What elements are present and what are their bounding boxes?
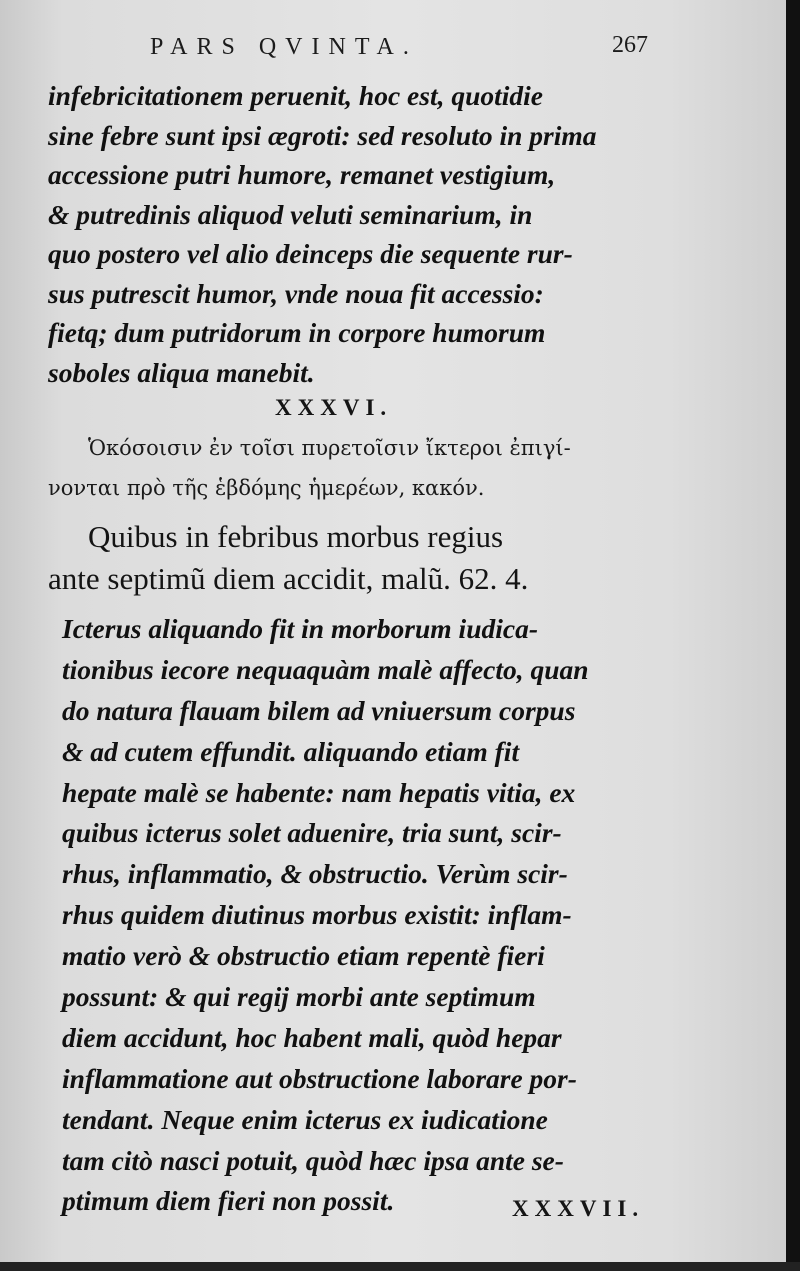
text-line: infebricitationem peruenit, hoc est, quotidie	[48, 80, 543, 111]
text-line: quo postero vel alio deinceps die sequente rur-	[48, 238, 573, 269]
aphorism-37-heading: XXXVII.	[512, 1196, 645, 1221]
page-number: 267	[612, 32, 648, 58]
aphorism-36-greek	[48, 428, 571, 508]
text-line: rhus, inflammatio, & obstructio. Verùm scir-	[62, 858, 568, 890]
commentary-35-continuation	[48, 76, 597, 392]
text-line: soboles aliqua manebit.	[48, 356, 315, 388]
greek-line: νονται πρὸ τῆς ἑβδόμης ἡμερέων, κακόν.	[48, 476, 485, 500]
running-head-title: PARS QVINTA.	[150, 34, 418, 60]
text-line: rhus quidem diutinus morbus existit: inflam-	[62, 899, 572, 931]
text-line: Icterus aliquando fit in morborum iudica-	[62, 613, 538, 644]
aphorism-36-latin	[48, 516, 528, 600]
text-line: accessione putri humore, remanet vestigium,	[48, 159, 556, 190]
latin-line: Quibus in febribus morbus regius	[88, 519, 504, 554]
text-line: inflammatione aut obstructione laborare por-	[62, 1062, 577, 1094]
text-line: tendant. Neque enim icterus ex iudicatione	[62, 1103, 548, 1135]
text-line: do natura flauam bilem ad vniuersum corpus	[62, 694, 576, 726]
text-line: & putredinis aliquod veluti seminarium, in	[48, 198, 533, 230]
text-line: sus putrescit humor, vnde noua fit accessio:	[48, 277, 544, 309]
text-line: fietq; dum putridorum in corpore humorum	[48, 317, 546, 348]
text-line: & ad cutem effundit. aliquando etiam fit	[62, 735, 520, 767]
page-edge-shadow	[786, 0, 800, 1271]
text-line: diem accidunt, hoc habent mali, quòd hepar	[62, 1021, 562, 1053]
text-line: possunt: & qui regij morbi ante septimum	[62, 981, 536, 1013]
text-line: tam citò nasci potuit, quòd hæc ipsa ante se-	[62, 1144, 564, 1176]
aphorism-36-heading: XXXVI.	[275, 395, 393, 420]
text-line: hepate malè se habente: nam hepatis vitia, ex	[62, 776, 576, 808]
latin-line: ante septimũ diem accidit, malũ. 62. 4.	[48, 561, 529, 596]
text-line: ptimum diem fieri non possit.	[62, 1185, 395, 1217]
page-bottom-shadow	[0, 1262, 800, 1271]
text-line: tionibus iecore nequaquàm malè affecto, quan	[62, 653, 589, 685]
text-line: sine febre sunt ipsi ægroti: sed resoluto in prima	[48, 119, 597, 151]
commentary-36	[62, 609, 589, 1222]
text-line: matio verò & obstructio etiam repentè fieri	[62, 940, 545, 972]
text-line: quibus icterus solet aduenire, tria sunt, scir-	[62, 817, 562, 849]
greek-line: Ὁκόσοισιν ἐν τοῖσι πυρετοῖσιν ἴκτεροι ἐπιγί-	[88, 436, 571, 460]
